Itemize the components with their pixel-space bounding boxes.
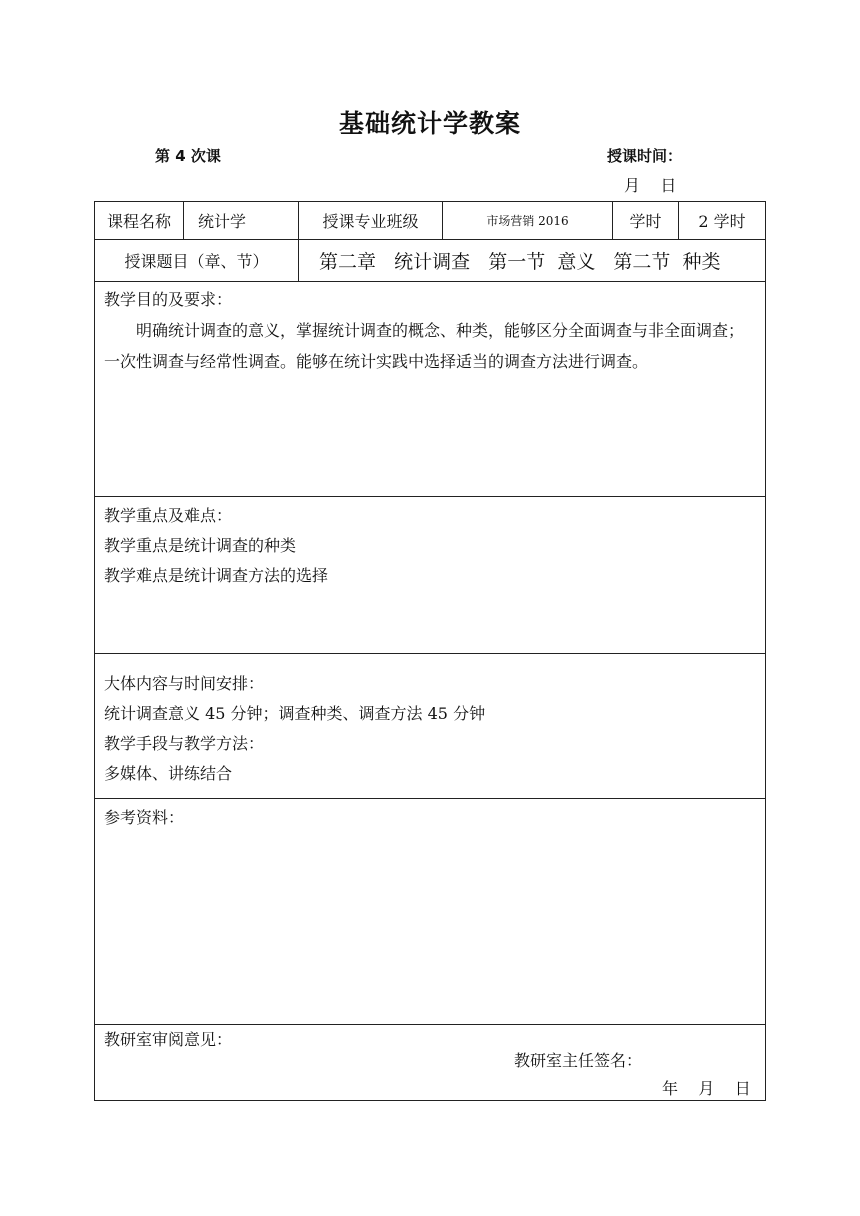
topic-value: 第二章 统计调查 第一节 意义 第二节 种类 [319, 251, 721, 273]
class-value: 市场营销 2016 [443, 202, 613, 239]
director-signature-label: 教研室主任签名： [514, 1051, 643, 1070]
review-heading: 教研室审阅意见： [104, 1030, 233, 1049]
references-heading: 参考资料： [104, 808, 185, 827]
course-info-row [95, 202, 765, 240]
hours-value: 2 学时 [698, 212, 746, 231]
lesson-number: 第 4 次课 [155, 147, 221, 165]
teaching-time-label: 授课时间： [607, 147, 683, 165]
objectives-heading: 教学目的及要求： [104, 290, 233, 309]
methods-heading: 教学手段与教学方法： [104, 734, 265, 753]
course-name-label: 课程名称 [95, 202, 184, 239]
lesson-plan-table [94, 201, 766, 1101]
objectives-body: 明确统计调查的意义，掌握统计调查的概念、种类，能够区分全面调查与非全面调查；一次性调查与经常性调查。能够在统计实践中选择适当的调查方法进行调查。 [104, 321, 745, 371]
content-schedule: 统计调查意义 45 分钟；调查种类、调查方法 45 分钟 [104, 704, 486, 723]
hours-label: 学时 [613, 202, 679, 239]
key-point-difficulty: 教学难点是统计调查方法的选择 [104, 566, 329, 585]
review-section [95, 1025, 765, 1100]
objectives-section [95, 282, 765, 497]
topic-label: 授课题目（章、节） [95, 240, 299, 281]
content-heading: 大体内容与时间安排： [104, 674, 265, 693]
document-title: 基础统计学教案 [338, 109, 521, 138]
key-points-heading: 教学重点及难点： [104, 506, 233, 525]
class-label: 授课专业班级 [299, 202, 443, 239]
teaching-date: 月 日 [624, 176, 677, 195]
references-section [95, 799, 765, 1025]
review-date: 年 月 日 [662, 1079, 751, 1098]
methods-value: 多媒体、讲练结合 [104, 764, 233, 783]
course-name-value: 统计学 [184, 202, 299, 239]
key-points-section [95, 497, 765, 654]
content-section [95, 654, 765, 799]
key-point-focus: 教学重点是统计调查的种类 [104, 536, 297, 555]
topic-row [95, 240, 765, 282]
